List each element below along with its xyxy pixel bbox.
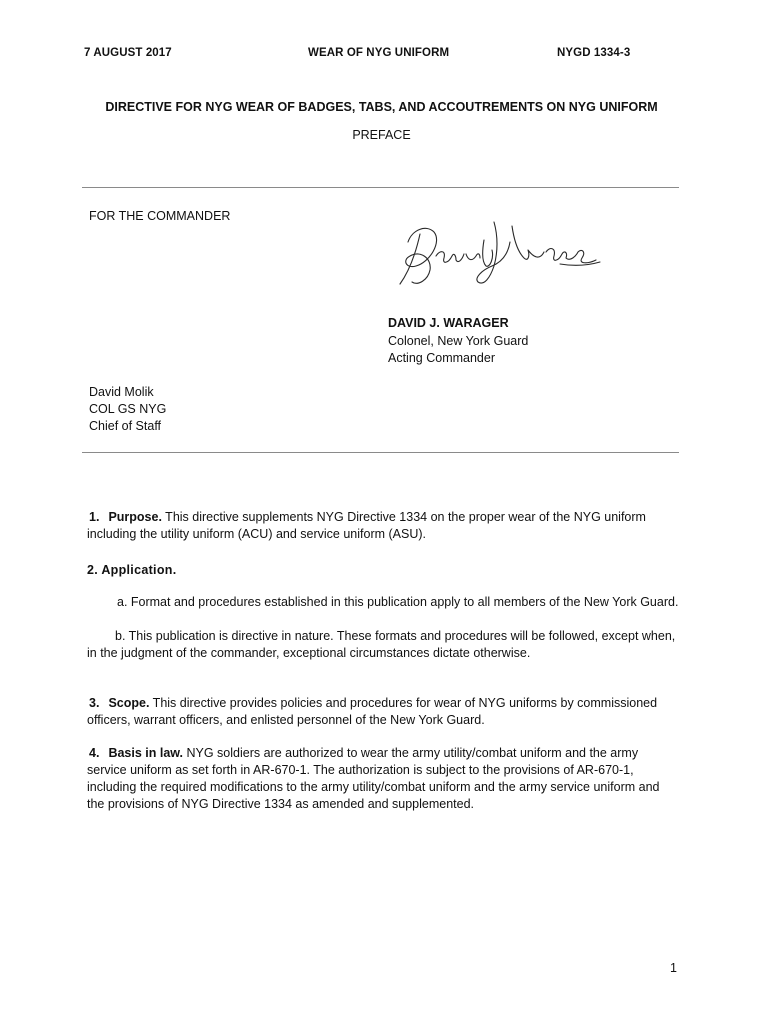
section-application-heading: 2. Application. xyxy=(87,563,177,577)
handwritten-signature xyxy=(390,212,610,298)
bottom-divider xyxy=(82,452,679,453)
section-heading: Scope. xyxy=(108,696,150,710)
signer-name: DAVID J. WARAGER xyxy=(388,316,509,330)
authenticator-title: Chief of Staff xyxy=(89,419,162,433)
signer-rank: Colonel, New York Guard xyxy=(388,334,529,348)
section-text: This directive provides policies and procedures for wear of NYG uniforms by commissioned officers, warrant officers, and enlisted personnel of the New York Guard. xyxy=(87,696,658,727)
top-divider xyxy=(82,187,679,188)
section-scope xyxy=(87,695,679,729)
section-heading: Basis in law. xyxy=(108,746,184,760)
section-number: 3. xyxy=(89,696,100,710)
document-subtitle: PREFACE xyxy=(352,128,411,142)
section-text: This directive supplements NYG Directive 1334 on the proper wear of the NYG uniform including the utility uniform (ACU) and service uniform (ASU). xyxy=(87,510,646,541)
header-subject: WEAR OF NYG UNIFORM xyxy=(308,47,450,59)
page-number: 1 xyxy=(670,961,677,975)
header-date: 7 AUGUST 2017 xyxy=(84,47,172,59)
authenticator-rank: COL GS NYG xyxy=(89,402,167,416)
section-number: 1. xyxy=(89,510,100,524)
application-item-b: b. This publication is directive in nature. These formats and procedures will be followed, except when, in the judgment of the commander, exceptional circumstances dictate otherwise. xyxy=(87,629,676,660)
section-number: 4. xyxy=(89,746,100,760)
document-title: DIRECTIVE FOR NYG WEAR OF BADGES, TABS, AND ACCOUTREMENTS ON NYG UNIFORM xyxy=(105,100,658,114)
section-text: NYG soldiers are authorized to wear the army utility/combat uniform and the army service uniform as set forth in AR-670-1. The authorization is subject to the provisions of AR-670-1, including the required modifications to the army utility/combat uniform and the army service uniform and the provisions of NYG Directive 1334 as amended and supplemented. xyxy=(87,746,660,811)
application-item-a: a. Format and procedures established in this publication apply to all members of the New York Guard. xyxy=(117,595,679,609)
section-basis-in-law xyxy=(87,745,679,813)
section-heading: Purpose. xyxy=(108,510,162,524)
for-the-commander-line: FOR THE COMMANDER xyxy=(89,209,231,223)
header-directive-number: NYGD 1334-3 xyxy=(557,47,631,59)
section-purpose xyxy=(87,509,679,543)
signer-title: Acting Commander xyxy=(388,351,495,365)
authenticator-name: David Molik xyxy=(89,385,154,399)
